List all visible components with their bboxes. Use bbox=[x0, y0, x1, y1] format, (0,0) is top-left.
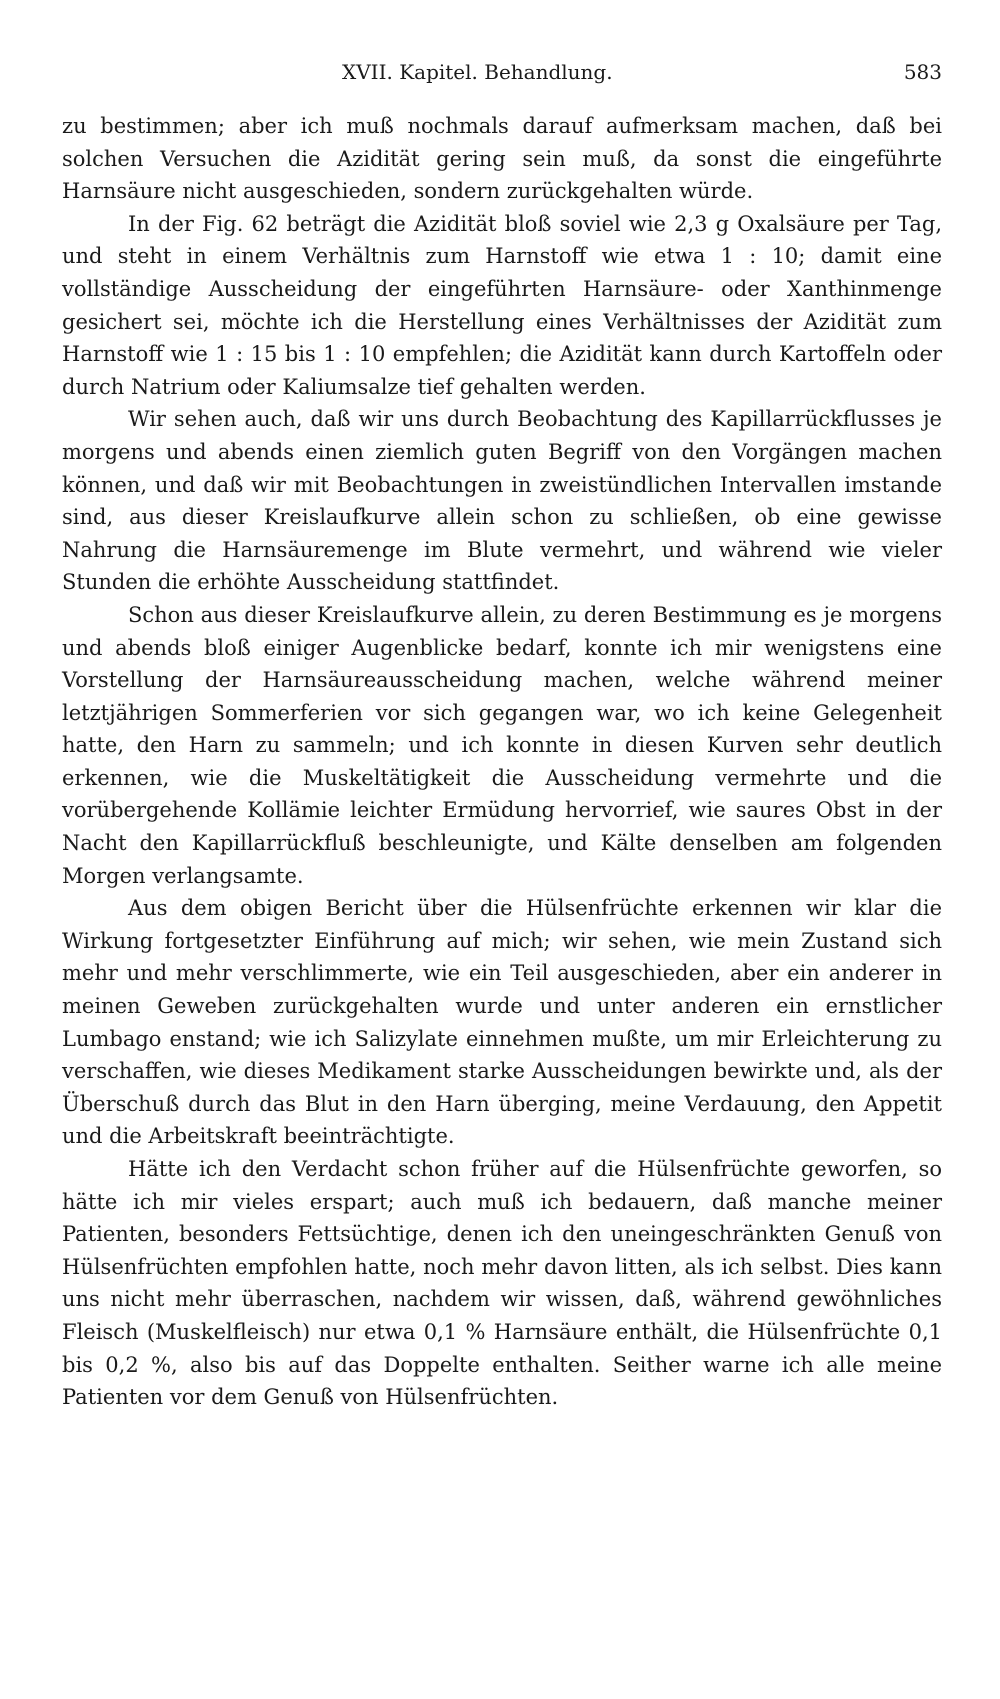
paragraph-kapillarrueckfluss: Wir sehen auch, daß wir uns durch Beobachtung des Kapillarrückflusses je morgens und abends einen ziemlich guten Begriff von den Vorgängen machen können, und daß wir mit Beobachtungen in zweistündlichen Intervallen imstande sind, aus dieser Kreislaufkurve allein schon zu schließen, ob eine gewisse Nahrung die Harnsäuremenge im Blute vermehrt, und während wie vieler Stunden die erhöhte Ausscheidung stattfindet. bbox=[62, 407, 942, 595]
paragraph-continued: zu bestimmen; aber ich muß nochmals darauf aufmerksam machen, daß bei solchen Versuchen die Azidität gering sein muß, da sonst die eingeführte Harnsäure nicht ausgeschieden, sondern zurückgehalten würde. bbox=[62, 114, 942, 204]
paragraph-verdacht: Hätte ich den Verdacht schon früher auf die Hülsenfrüchte geworfen, so hätte ich mir vieles erspart; auch muß ich bedauern, daß manche meiner Patienten, besonders Fettsüchtige, denen ich den uneingeschränkten Genuß von Hülsenfrüchten empfohlen hatte, noch mehr davon litten, als ich selbst. Dies kann uns nicht mehr überraschen, nachdem wir wissen, daß, während gewöhnliches Fleisch (Muskelfleisch) nur etwa 0,1 % Harnsäure enthält, die Hülsenfrüchte 0,1 bis 0,2 %, also bis auf das Doppelte enthalten. Seither warne ich alle meine Patienten vor dem Genuß von Hülsenfrüchten. bbox=[62, 1157, 942, 1410]
paragraph-fig-62: In der Fig. 62 beträgt die Azidität bloß soviel wie 2,3 g Oxalsäure per Tag, und steht in einem Verhältnis zum Harnstoff wie etwa 1 : 10; damit eine vollständige Ausscheidung der eingeführten Harnsäure- oder Xanthinmenge gesichert sei, möchte ich die Herstellung eines Verhältnisses der Azidität zum Harnstoff wie 1 : 15 bis 1 : 10 empfehlen; die Azidität kann durch Kartoffeln oder durch Natrium oder Kaliumsalze tief gehalten werden. bbox=[62, 211, 942, 399]
page-number: 583 bbox=[903, 60, 942, 84]
running-head bbox=[62, 60, 942, 90]
body-text bbox=[62, 110, 942, 1414]
paragraph-kreislaufkurve: Schon aus dieser Kreislaufkurve allein, zu deren Bestimmung es je morgens und abends bloß einiger Augenblicke bedarf, konnte ich mir wenigstens eine Vorstellung der Harnsäureausscheidung machen, welche während meiner letztjährigen Sommerferien vor sich gegangen war, wo ich keine Gelegenheit hatte, den Harn zu sammeln; und ich konnte in diesen Kurven sehr deutlich erkennen, wie die Muskeltätigkeit die Ausscheidung vermehrte und die vorübergehende Kollämie leichter Ermüdung hervorrief, wie saures Obst in der Nacht den Kapillarrückfluß beschleunigte, und Kälte denselben am folgenden Morgen verlangsamte. bbox=[62, 602, 942, 888]
chapter-title: XVII. Kapitel. Behandlung. bbox=[342, 60, 613, 84]
paragraph-huelsenfruechte-bericht: Aus dem obigen Bericht über die Hülsenfrüchte erkennen wir klar die Wirkung fortgesetzter Einführung auf mich; wir sehen, wie mein Zustand sich mehr und mehr verschlimmerte, wie ein Teil ausgeschieden, aber ein anderer in meinen Geweben zurückgehalten wurde und unter anderen ein ernstlicher Lumbago enstand; wie ich Salizylate einnehmen mußte, um mir Erleichterung zu verschaffen, wie dieses Medikament starke Ausscheidungen bewirkte und, als der Überschuß durch das Blut in den Harn überging, meine Verdauung, den Appetit und die Arbeitskraft beeinträchtigte. bbox=[62, 896, 942, 1149]
